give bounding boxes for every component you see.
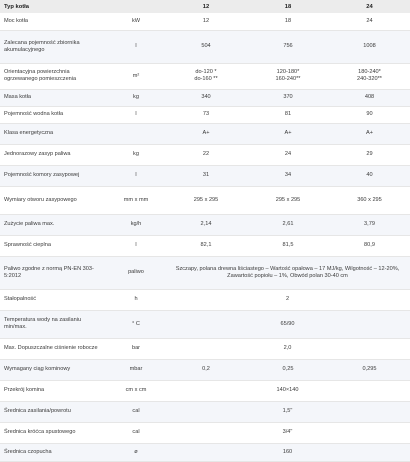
model-value: 0,25 <box>247 359 329 380</box>
parameter-unit: ø <box>107 443 165 461</box>
parameter-unit: l <box>107 165 165 186</box>
shared-value: 2,0 <box>165 338 410 359</box>
model-value: 81 <box>247 106 329 123</box>
model-value: 295 x 295 <box>247 186 329 214</box>
table-row <box>0 338 410 359</box>
model-value: 1008 <box>329 30 410 63</box>
parameter-unit: l <box>107 30 165 63</box>
model-value: 340 <box>165 89 247 106</box>
model-value: 360 x 295 <box>329 186 410 214</box>
model-value: 82,1 <box>165 235 247 256</box>
parameter-name: Pojemność wodna kotła <box>0 106 107 123</box>
parameter-unit: cal <box>107 422 165 443</box>
value-line: 240-320** <box>357 76 382 82</box>
parameter-name: Masa kotła <box>0 89 107 106</box>
model-value: 81,5 <box>247 235 329 256</box>
model-value: A+ <box>165 123 247 144</box>
model-value: 370 <box>247 89 329 106</box>
header-model-18: 18 <box>284 3 292 10</box>
header-model-24: 24 <box>366 3 373 10</box>
parameter-name: Średnica króćca spustowego <box>0 422 107 443</box>
shared-value: 65/90 <box>165 310 410 338</box>
parameter-unit: mm x mm <box>107 186 165 214</box>
model-value: 504 <box>165 30 247 63</box>
model-value: 73 <box>165 106 247 123</box>
parameter-unit: paliwo <box>107 256 165 289</box>
table-row <box>0 256 410 289</box>
parameter-name: Przekrój komina <box>0 380 107 401</box>
parameter-name: Stałopalność <box>0 289 107 310</box>
table-row <box>0 443 410 461</box>
parameter-unit: l <box>107 106 165 123</box>
parameter-name: Wymiary otworu zasypowego <box>0 186 107 214</box>
model-value: 0,295 <box>329 359 410 380</box>
parameter-unit: kg <box>107 89 165 106</box>
table-row <box>0 359 410 380</box>
model-value <box>247 63 329 89</box>
model-value: 80,9 <box>329 235 410 256</box>
header-unit <box>107 0 165 13</box>
table-row <box>0 289 410 310</box>
parameter-unit: m² <box>107 63 165 89</box>
model-value <box>165 63 247 89</box>
parameter-name: Paliwo zgodne z normą PN-EN 303-5:2012 <box>0 256 107 289</box>
shared-value: 1,5" <box>165 401 410 422</box>
model-value <box>329 63 410 89</box>
table-header-row <box>0 0 410 13</box>
parameter-unit: h <box>107 289 165 310</box>
table-row <box>0 235 410 256</box>
parameter-unit: ° C <box>107 310 165 338</box>
model-value: 0,2 <box>165 359 247 380</box>
parameter-name: Zalecana pojemność zbiornika akumulacyjnego <box>0 30 107 63</box>
model-value: 756 <box>247 30 329 63</box>
shared-value: 3/4" <box>165 422 410 443</box>
model-value: 2,61 <box>247 214 329 235</box>
model-value: 12 <box>165 13 247 30</box>
parameter-name: Temperatura wody na zasilaniu min/max. <box>0 310 107 338</box>
model-value: 29 <box>329 144 410 165</box>
table-row <box>0 89 410 106</box>
table-row <box>0 106 410 123</box>
shared-value: 160 <box>165 443 410 461</box>
table-row <box>0 310 410 338</box>
model-value: 408 <box>329 89 410 106</box>
parameter-name: Moc kotła <box>0 13 107 30</box>
value-line: 180-240* <box>358 69 381 76</box>
model-value: 40 <box>329 165 410 186</box>
parameter-unit: mbar <box>107 359 165 380</box>
model-value: 24 <box>247 144 329 165</box>
parameter-unit <box>107 123 165 144</box>
model-value: 90 <box>329 106 410 123</box>
parameter-name: Średnica zasilania/powrotu <box>0 401 107 422</box>
table-row <box>0 63 410 89</box>
table-body <box>0 13 410 461</box>
model-value: 22 <box>165 144 247 165</box>
header-parameter: Typ kotła <box>4 3 30 10</box>
shared-value: Szczapy, polana drewna liściastego – Wartość opałowa – 17 MJ/kg, Wilgotność – 12-20%, Zawartość popiołu – 1%, Obwód polan 30-40 cm <box>165 256 410 289</box>
table-row <box>0 123 410 144</box>
table-row <box>0 165 410 186</box>
table-row <box>0 186 410 214</box>
parameter-unit: kg/h <box>107 214 165 235</box>
header-model-12: 12 <box>202 3 210 10</box>
table-row <box>0 401 410 422</box>
parameter-unit: kg <box>107 144 165 165</box>
parameter-name: Klasa energetyczna <box>0 123 107 144</box>
model-value: A+ <box>247 123 329 144</box>
parameter-unit: cm x cm <box>107 380 165 401</box>
value-line: 120-180* <box>276 69 300 76</box>
model-value: A+ <box>329 123 410 144</box>
parameter-unit: cal <box>107 401 165 422</box>
table-row <box>0 30 410 63</box>
parameter-name: Jednorazowy zasyp paliwa <box>0 144 107 165</box>
parameter-name: Średnica czopucha <box>0 443 107 461</box>
model-value: 31 <box>165 165 247 186</box>
parameter-name: Sprawność cieplna <box>0 235 107 256</box>
model-value: 295 x 295 <box>165 186 247 214</box>
parameter-unit: bar <box>107 338 165 359</box>
model-value: 34 <box>247 165 329 186</box>
parameter-name: Max. Dopuszczalne ciśnienie robocze <box>0 338 107 359</box>
value-line: do-120 * <box>195 69 217 76</box>
table-row <box>0 144 410 165</box>
parameter-name: Zużycie paliwa max. <box>0 214 107 235</box>
parameter-name: Wymagany ciąg kominowy <box>0 359 107 380</box>
model-value: 3,79 <box>329 214 410 235</box>
parameter-unit: l <box>107 235 165 256</box>
value-line: 160-240** <box>275 76 301 82</box>
parameter-unit: kW <box>107 13 165 30</box>
shared-value: 2 <box>165 289 410 310</box>
parameter-name: Orientacyjna powierzchnia ogrzewanego pomieszczenia <box>0 63 107 89</box>
shared-value: 140×140 <box>165 380 410 401</box>
table-row <box>0 422 410 443</box>
table-row <box>0 214 410 235</box>
table-row <box>0 13 410 30</box>
model-value: 18 <box>247 13 329 30</box>
model-value: 24 <box>329 13 410 30</box>
parameter-name: Pojemność komory zasypowej <box>0 165 107 186</box>
model-value: 2,14 <box>165 214 247 235</box>
value-line: do-160 ** <box>194 76 218 82</box>
table-row <box>0 380 410 401</box>
